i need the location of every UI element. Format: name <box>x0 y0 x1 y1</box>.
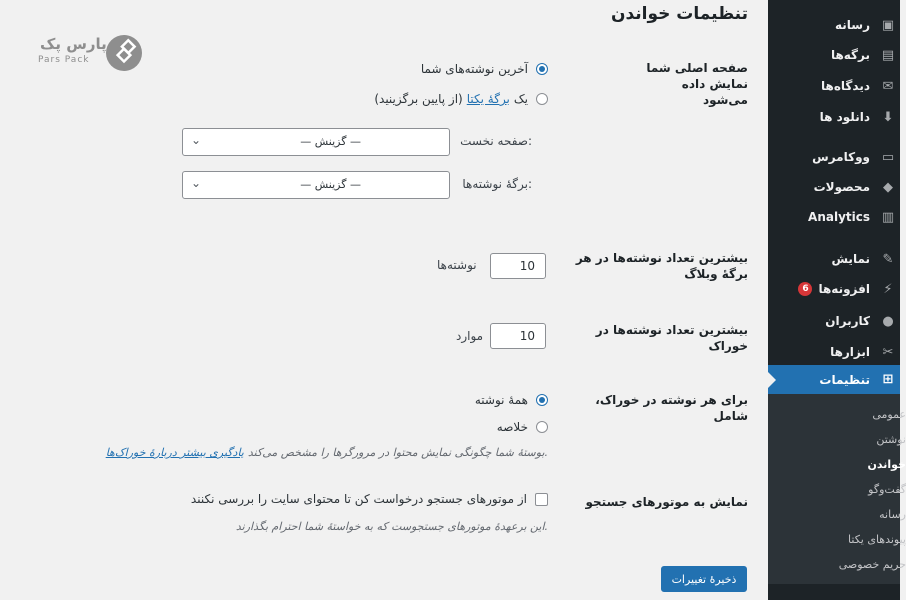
sidebar-item-label: برگه‌ها <box>830 48 870 62</box>
media-icon: ▣ <box>881 17 895 33</box>
sidebar-item-label: ووکامرس <box>812 150 870 164</box>
front-page-value: — گزینش — <box>300 135 361 148</box>
active-menu-arrow <box>768 372 776 388</box>
save-changes-button[interactable]: ذخیرهٔ تغییرات <box>661 566 747 592</box>
sidebar-item-label: محصولات <box>813 180 870 194</box>
sidebar-item-label: نمایش <box>831 252 870 266</box>
sidebar-item-label: کاربران <box>825 314 870 328</box>
posts-page-value: — گزینش — <box>300 178 361 191</box>
posts-page-select[interactable] <box>182 171 450 199</box>
sidebar-item-woocommerce[interactable] <box>768 142 900 172</box>
search-engine-checkbox-label: از موتورهای جستجو درخواست کن تا محتوای سایت را بررسی نکنند <box>190 492 527 506</box>
sidebar-item-tools[interactable] <box>768 337 900 367</box>
plugins-update-badge: 6 <box>798 282 812 296</box>
plugins-icon: ⚡ <box>883 281 893 297</box>
submenu-reading[interactable]: خواندن <box>867 458 906 471</box>
sidebar-item-settings[interactable] <box>768 365 900 394</box>
submenu-media[interactable]: رسانه <box>879 508 906 521</box>
rss-include-label: برای هر نوشته در خوراک، شامل <box>595 393 748 423</box>
submenu-privacy[interactable]: حریم خصوصی <box>838 558 906 571</box>
option-latest-posts-label: آخرین نوشته‌های شما <box>420 62 528 76</box>
sidebar-item-label: تنظیمات <box>819 372 870 387</box>
pages-icon: ▤ <box>881 47 895 63</box>
sidebar-item-label: رسانه <box>835 18 870 32</box>
sidebar-item-pages[interactable] <box>768 40 900 70</box>
submenu-general[interactable]: عمومی <box>872 408 906 421</box>
logo-latin: Pars Pack <box>38 55 90 65</box>
sidebar-item-analytics[interactable] <box>768 202 900 232</box>
products-icon: ◆ <box>883 179 893 195</box>
sidebar-item-media[interactable] <box>768 10 900 40</box>
parspack-logo <box>36 33 146 73</box>
users-icon: ● <box>882 313 894 329</box>
tools-icon: ✂ <box>882 344 894 360</box>
comments-icon: ✉ <box>882 78 894 94</box>
logo-text: پارس پک <box>40 35 107 53</box>
learn-more-feeds-link[interactable]: یادگیری بیشتر دربارهٔ خوراک‌ها <box>105 446 244 459</box>
radio-latest-posts[interactable] <box>536 63 548 75</box>
front-page-label: صفحه نخست: <box>460 134 532 148</box>
submenu-writing[interactable]: نوشتن <box>876 433 906 446</box>
posts-per-rss-label: بیشترین تعداد نوشته‌ها در خوراک <box>595 323 748 353</box>
rss-description <box>106 446 548 459</box>
static-page-link[interactable]: برگهٔ یکتا <box>466 92 510 106</box>
search-engine-option[interactable] <box>191 492 548 506</box>
posts-page-label: برگهٔ نوشته‌ها: <box>462 177 532 191</box>
posts-per-page-unit: نوشته‌ها <box>437 258 477 272</box>
option-static-page[interactable] <box>374 92 548 106</box>
posts-per-page-input[interactable]: 10 <box>490 253 546 279</box>
option-summary-label: خلاصه <box>496 420 528 434</box>
sidebar-item-label: ابزارها <box>830 345 870 359</box>
sidebar-item-label: افزونه‌ها <box>818 282 870 296</box>
front-page-select[interactable] <box>182 128 450 156</box>
radio-full-text[interactable] <box>536 394 548 406</box>
option-full-text[interactable] <box>475 393 548 407</box>
option-full-text-label: همهٔ نوشته <box>474 393 528 407</box>
chevron-down-icon: ⌄ <box>191 176 202 190</box>
sidebar-item-plugins[interactable] <box>768 274 900 304</box>
sidebar-item-downloads[interactable] <box>768 102 900 132</box>
option-static-prefix: یک <box>513 92 528 106</box>
appearance-icon: ✎ <box>882 251 894 267</box>
woocommerce-icon: ▭ <box>881 149 895 165</box>
settings-submenu <box>768 394 906 584</box>
option-static-suffix: (از پایین برگزینید) <box>374 92 463 106</box>
search-engine-label: نمایش به موتورهای جستجو <box>585 495 748 509</box>
submenu-permalinks[interactable]: پیوندهای یکتا <box>848 533 906 546</box>
chevron-down-icon: ⌄ <box>191 133 202 147</box>
settings-icon: ⊞ <box>882 372 894 387</box>
search-engine-description: این برعهدهٔ موتورهای جستجوست که به خواستهٔ شما احترام بگذارند. <box>235 520 548 533</box>
sidebar-item-users[interactable] <box>768 306 900 336</box>
rss-description-text: بوستهٔ شما چگونگی نمایش محتوا در مرورگرها را مشخص می‌کند. <box>247 446 548 459</box>
sidebar-item-comments[interactable] <box>768 71 900 101</box>
submenu-discussion[interactable]: گفت‌وگو <box>868 483 906 496</box>
sidebar-item-label: دانلود ها <box>819 110 870 124</box>
sidebar-item-appearance[interactable] <box>768 244 900 274</box>
option-latest-posts[interactable] <box>421 62 548 76</box>
download-icon: ⬇ <box>882 109 894 125</box>
sidebar-item-products[interactable] <box>768 172 900 202</box>
page-title: تنظیمات خواندن <box>610 4 748 24</box>
homepage-label: صفحه اصلی شما نمایش داده می‌شود <box>646 61 748 107</box>
posts-per-page-label: بیشترین تعداد نوشته‌ها در هر برگهٔ وبلاگ <box>575 251 748 281</box>
analytics-icon: ▥ <box>881 209 895 225</box>
radio-static-page[interactable] <box>536 93 548 105</box>
posts-per-rss-input[interactable]: 10 <box>490 323 546 349</box>
radio-summary[interactable] <box>536 421 548 433</box>
posts-per-rss-unit: موارد <box>456 329 484 343</box>
sidebar-item-label: دیدگاه‌ها <box>821 79 870 93</box>
search-engine-checkbox[interactable] <box>535 493 548 506</box>
option-summary[interactable] <box>497 420 548 434</box>
sidebar-item-label: Analytics <box>808 210 870 224</box>
